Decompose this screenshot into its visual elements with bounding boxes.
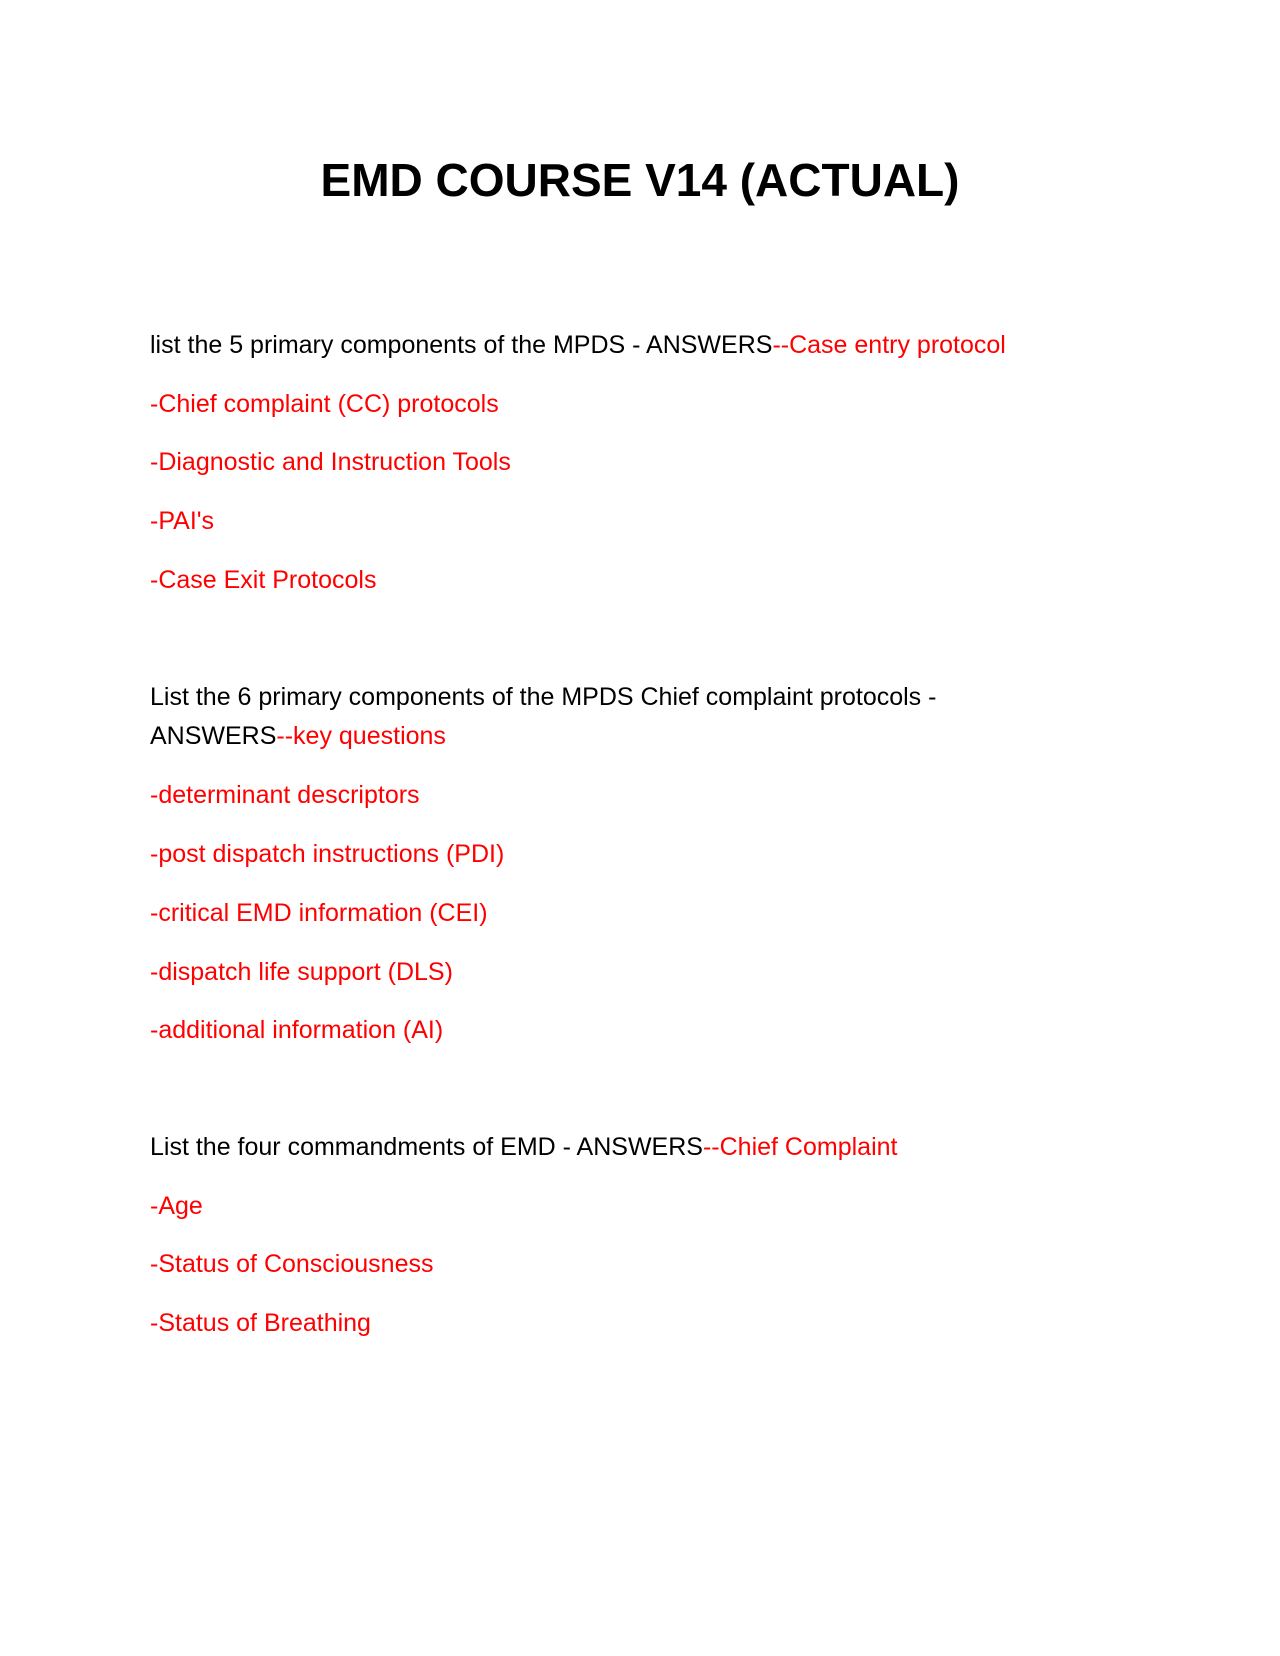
qa-1-question-line bbox=[150, 329, 1006, 361]
qa-2-answer-item: -additional information (AI) bbox=[150, 1016, 444, 1044]
qa-2-answer-item: -determinant descriptors bbox=[150, 781, 420, 809]
qa-2-answer-first: --key questions bbox=[276, 722, 446, 750]
qa-3-answer-first: --Chief Complaint bbox=[702, 1133, 898, 1161]
qa-2-answer-item: -critical EMD information (CEI) bbox=[150, 899, 488, 927]
qa-3-answer-item: -Age bbox=[150, 1192, 203, 1220]
qa-2-question-line1: List the 6 primary components of the MPDS Chief complaint protocols - bbox=[150, 683, 937, 711]
document-title: EMD COURSE V14 (ACTUAL) bbox=[320, 154, 960, 206]
qa-1-question: list the 5 primary components of the MPDS - ANSWERS bbox=[150, 331, 773, 359]
qa-3-answer-item: -Status of Breathing bbox=[150, 1309, 371, 1337]
qa-1-answer-item: -PAI's bbox=[150, 507, 215, 535]
qa-1-answer-item: -Chief complaint (CC) protocols bbox=[150, 390, 499, 418]
qa-2-question-tail: ANSWERS bbox=[150, 722, 277, 750]
qa-3-question: List the four commandments of EMD - ANSWERS bbox=[150, 1133, 703, 1161]
qa-2-answer-item: -post dispatch instructions (PDI) bbox=[150, 840, 505, 868]
qa-2-answer-item: -dispatch life support (DLS) bbox=[150, 958, 453, 986]
qa-3-answer-item: -Status of Consciousness bbox=[150, 1250, 434, 1278]
qa-1-answer-item: -Diagnostic and Instruction Tools bbox=[150, 448, 511, 476]
qa-1-answer-first: --Case entry protocol bbox=[772, 331, 1006, 359]
qa-3-question-line bbox=[150, 1131, 897, 1163]
qa-1-answer-item: -Case Exit Protocols bbox=[150, 566, 377, 594]
qa-2-question-line2 bbox=[150, 720, 446, 752]
